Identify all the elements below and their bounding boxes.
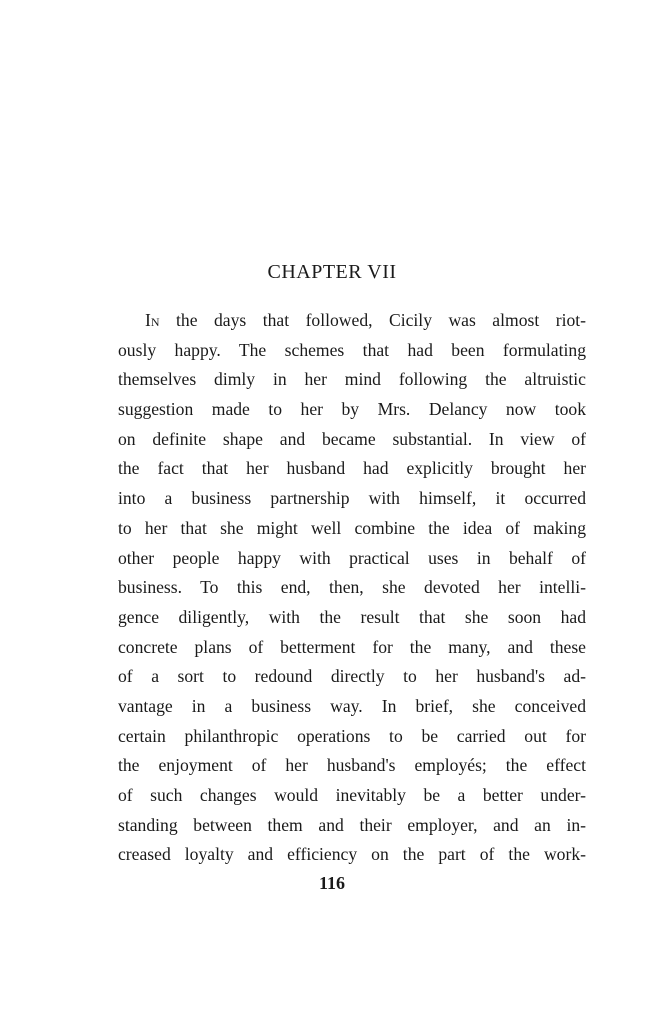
first-word: In xyxy=(145,310,160,330)
text-line-15: certain philanthropic operations to be carried out for xyxy=(118,725,586,746)
text-line-8: to her that she might well combine the idea of making xyxy=(118,517,586,538)
page-number: 116 xyxy=(318,873,345,893)
text-line-9: other people happy with practical uses in behalf of xyxy=(118,547,586,568)
text-line-14: vantage in a business way. In brief, she conceived xyxy=(118,695,586,716)
text-line-13: of a sort to redound directly to her husband's ad- xyxy=(118,666,586,687)
text-line-7: into a business partnership with himself, it occurred xyxy=(118,488,586,509)
text-line-1-rest: the days that followed, Cicily was almost riot- xyxy=(159,310,586,330)
text-line-19: creased loyalty and efficiency on the part of the work- xyxy=(118,844,586,865)
text-line-5: on definite shape and became substantial. In view of xyxy=(118,428,586,449)
text-line-4: suggestion made to her by Mrs. Delancy now took xyxy=(118,399,586,420)
text-line-18: standing between them and their employer, and an in- xyxy=(118,814,586,835)
text-line-3: themselves dimly in her mind following the altruistic xyxy=(118,369,586,390)
text-line-12: concrete plans of betterment for the many, and these xyxy=(118,636,586,657)
text-line-6: the fact that her husband had explicitly brought her xyxy=(118,458,586,479)
text-line-2: ously happy. The schemes that had been formulating xyxy=(118,339,586,360)
text-line-11: gence diligently, with the result that she soon had xyxy=(118,606,586,627)
text-line-16: the enjoyment of her husband's employés; the effect xyxy=(118,755,586,776)
text-line-17: of such changes would inevitably be a better under- xyxy=(118,785,586,805)
text-line-10: business. To this end, then, she devoted her intelli- xyxy=(118,577,586,598)
chapter-title: CHAPTER VII xyxy=(267,261,397,283)
body-text xyxy=(118,306,586,870)
text-line-1 xyxy=(118,306,586,336)
